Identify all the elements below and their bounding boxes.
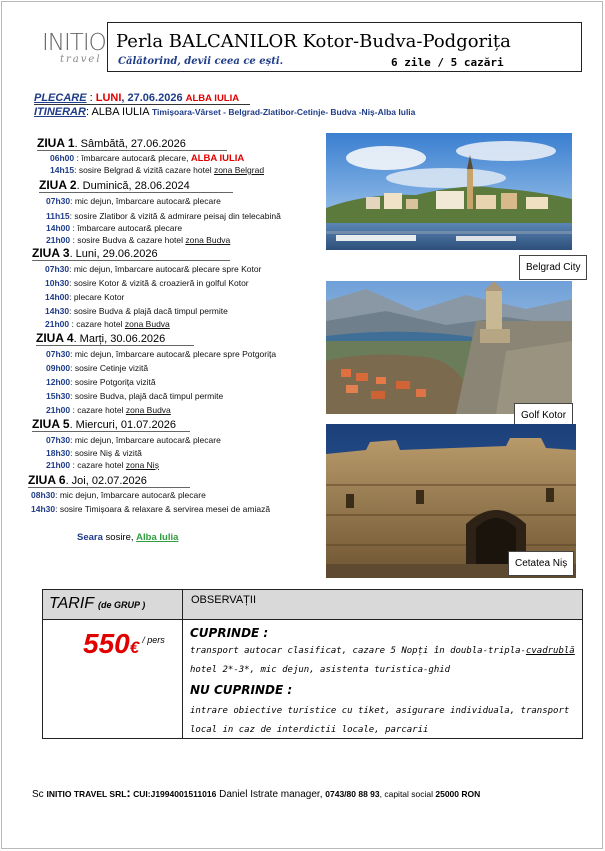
activity <box>46 349 276 359</box>
kotor-caption: Golf Kotor <box>514 403 573 428</box>
activity-text: : sosire Zlatibor & vizită & admirare peisaj din telecabină <box>69 211 281 221</box>
activity-text: : sosire Budva & plajă dacă timpul permite <box>69 306 228 316</box>
day-date: . Sâmbătă, 27.06.2026 <box>74 138 186 150</box>
departure-label: PLECARE <box>34 92 87 104</box>
footer-manager: Daniel Istrate manager, <box>216 789 326 800</box>
day-rule <box>32 431 190 432</box>
activity-zone: zona Belgrad <box>213 165 265 175</box>
activity-time: 21h00 <box>46 460 71 470</box>
activity <box>46 391 223 401</box>
day-rule <box>32 260 230 261</box>
activity-zone: zona Budva <box>185 235 231 245</box>
activity-text: : cazare hotel <box>70 460 126 470</box>
kotor-photo <box>326 281 572 414</box>
tariff-title: TARIF <box>49 595 95 612</box>
activity <box>31 504 270 514</box>
activity-text: : mic dejun, îmbarcare autocar& plecare <box>70 196 221 206</box>
activity-time: 07h30 <box>46 435 71 445</box>
day-date: . Joi, 02.07.2026 <box>65 475 147 487</box>
footer-capital: 25000 RON <box>435 789 481 799</box>
departure-sep: : <box>86 92 96 104</box>
tariff-header-cell <box>43 590 183 620</box>
nis-caption: Cetatea Niș <box>508 551 574 576</box>
activity <box>46 405 171 415</box>
activity <box>46 377 156 387</box>
day-5-title <box>32 417 176 431</box>
departure-date: , 27.06.2026 <box>121 92 186 104</box>
activity-time: 14h15 <box>50 165 75 175</box>
activity-text: : sosire Belgrad & vizită cazare hotel <box>74 165 214 175</box>
activity-time: 10h30 <box>45 278 70 288</box>
departure-rule <box>34 104 250 105</box>
includes-text-a: transport autocar clasificat, cazare 5 Nopți în doubla-tripla- <box>190 646 526 656</box>
activity-time: 09h00 <box>46 363 71 373</box>
activity-text: : sosire Budva, plajă dacă timpul permite <box>70 391 224 401</box>
activity-time: 14h00 <box>46 223 71 233</box>
day-date: . Miercuri, 01.07.2026 <box>69 419 176 431</box>
day-date: . Duminică, 28.06.2024 <box>76 180 190 192</box>
activity <box>45 306 228 316</box>
activity-text: : plecare Kotor <box>69 292 125 302</box>
day-6-title <box>28 473 147 487</box>
day-3-title <box>32 246 158 260</box>
document-title: Perla BALCANILOR Kotor-Budva-Podgorița <box>116 31 511 52</box>
day-label: ZIUA 2 <box>39 178 77 192</box>
activity-text: : sosire Potgorița vizită <box>70 377 156 387</box>
day-1-title <box>37 136 186 150</box>
departure-day: LUNI <box>95 92 122 104</box>
activity-time: 14h30 <box>45 306 70 316</box>
price-cell <box>43 620 183 738</box>
day-label: ZIUA 4 <box>36 331 74 345</box>
motto: Călătorind, devii ceea ce ești. <box>118 56 284 67</box>
activity-time: 14h30 <box>31 504 56 514</box>
activity <box>50 165 264 175</box>
activity-text: : mic dejun, îmbarcare autocar& plecare spre Potgorița <box>70 349 277 359</box>
evening-city: Alba Iulia <box>136 532 179 543</box>
activity-time: 21h00 <box>46 235 71 245</box>
activity-text: : cazare hotel <box>70 405 126 415</box>
activity-time: 07h30 <box>46 196 71 206</box>
activity <box>46 448 142 458</box>
activity <box>50 153 244 164</box>
activity-text: : sosire Niș & vizită <box>70 448 142 458</box>
evening-label: Seara <box>77 532 103 543</box>
activity-text: : mic dejun, îmbarcare autocar& plecare <box>55 490 206 500</box>
activity <box>45 264 261 274</box>
activity-time: 18h30 <box>46 448 71 458</box>
activity-zone: zona Budva <box>124 319 170 329</box>
day-date: . Marți, 30.06.2026 <box>73 333 166 345</box>
tariff-table <box>42 589 583 739</box>
activity <box>46 211 281 221</box>
price <box>83 628 165 660</box>
includes-text <box>190 642 575 680</box>
footer-colon: : <box>126 785 131 800</box>
price-per: / pers <box>142 635 165 645</box>
footer-capital-label: , capital social <box>379 789 436 799</box>
initio-logo <box>38 30 106 66</box>
belgrade-caption: Belgrad City <box>519 255 587 280</box>
observations-header-cell <box>183 590 582 620</box>
activity-zone: zona Niș <box>125 460 159 470</box>
footer-cui: CUI:J1994001511016 <box>130 789 217 799</box>
evening-arrival <box>77 532 178 543</box>
observations-label: OBSERVAȚII <box>191 594 257 606</box>
price-amount: 550 <box>83 628 130 659</box>
departure-city: ALBA IULIA <box>185 93 240 104</box>
day-4-title <box>36 331 165 345</box>
title-box <box>107 22 582 72</box>
day-rule <box>28 487 190 488</box>
activity-time: 21h00 <box>45 319 70 329</box>
activity-text: : îmbarcare autocar& plecare, <box>74 153 191 163</box>
activity <box>46 435 221 445</box>
activity <box>45 278 249 288</box>
activity-time: 21h00 <box>46 405 71 415</box>
excludes-title: NU CUPRINDE : <box>190 683 293 697</box>
kotor-photo-graphic <box>326 281 572 414</box>
activity-time: 14h00 <box>45 292 70 302</box>
evening-text: sosire, <box>102 532 137 543</box>
day-label: ZIUA 6 <box>28 473 66 487</box>
activity-text: : sosire Cetinje vizită <box>70 363 149 373</box>
activity-text: : sosire Kotor & vizită & croazieră in golful Kotor <box>69 278 249 288</box>
activity-text: : sosire Timișoara & relaxare & servirea mesei de amiază <box>55 504 271 514</box>
footer-phone: 0743/80 88 93 <box>325 789 380 799</box>
duration: 6 zile / 5 cazări <box>391 56 504 69</box>
day-date: . Luni, 29.06.2026 <box>69 248 158 260</box>
belgrade-photo <box>326 133 572 250</box>
day-label: ZIUA 3 <box>32 246 70 260</box>
tariff-label <box>49 595 145 613</box>
day-rule <box>37 150 227 151</box>
departure-line <box>34 92 239 104</box>
includes-title: CUPRINDE : <box>190 626 269 640</box>
itinerary-line <box>34 106 415 118</box>
activity <box>46 235 230 245</box>
day-rule <box>39 192 233 193</box>
activity <box>45 319 170 329</box>
activity <box>31 490 206 500</box>
footer-company: INITIO TRAVEL SRL <box>46 789 127 799</box>
activity-time: 07h30 <box>46 349 71 359</box>
activity-text: : cazare hotel <box>69 319 125 329</box>
activity-time: 11h15 <box>46 211 70 221</box>
includes-text-underline: cvadrublă <box>525 646 575 656</box>
activity-text: : îmbarcare autocar& plecare <box>70 223 183 233</box>
itinerary-route: Timișoara-Vârset - Belgrad-Zlatibor-Cetinje- Budva -Niș-Alba Iulia <box>152 107 416 117</box>
activity-text: : mic dejun, îmbarcare autocar& plecare <box>70 435 221 445</box>
activity <box>45 292 124 302</box>
activity-time: 08h30 <box>31 490 56 500</box>
activity <box>46 460 159 470</box>
activity-time: 12h00 <box>46 377 71 387</box>
day-rule <box>36 345 194 346</box>
day-label: ZIUA 5 <box>32 417 70 431</box>
observations-cell <box>183 620 582 738</box>
footer-sc: Sc <box>32 789 47 800</box>
activity <box>46 363 148 373</box>
price-currency: € <box>129 638 140 657</box>
activity <box>46 196 221 206</box>
itinerary-label: ITINERAR <box>34 106 86 118</box>
activity-time: 07h30 <box>45 264 70 274</box>
activity-time: 15h30 <box>46 391 71 401</box>
day-label: ZIUA 1 <box>37 136 75 150</box>
belgrade-photo-graphic <box>326 133 572 250</box>
activity-text: : sosire Budva & cazare hotel <box>70 235 186 245</box>
itinerary-start: : ALBA IULIA <box>85 106 152 118</box>
activity <box>46 223 182 233</box>
company-footer <box>32 785 480 800</box>
logo-sub-text: travel <box>60 54 102 65</box>
includes-text-b: hotel 2*-3*, mic dejun, asistenta turistica-ghid <box>190 665 451 675</box>
activity-text: : mic dejun, îmbarcare autocar& plecare spre Kotor <box>69 264 262 274</box>
activity-zone: zona Budva <box>125 405 171 415</box>
activity-city: ALBA IULIA <box>190 153 245 164</box>
tariff-sub: (de GRUP ) <box>98 600 146 610</box>
logo-main-text: INITIO <box>42 30 106 56</box>
day-2-title <box>39 178 190 192</box>
activity-time: 06h00 <box>50 153 75 163</box>
excludes-text: intrare obiective turistice cu tiket, asigurare individuala, transport local in caz de interdictii locale, parcarii <box>190 706 570 735</box>
